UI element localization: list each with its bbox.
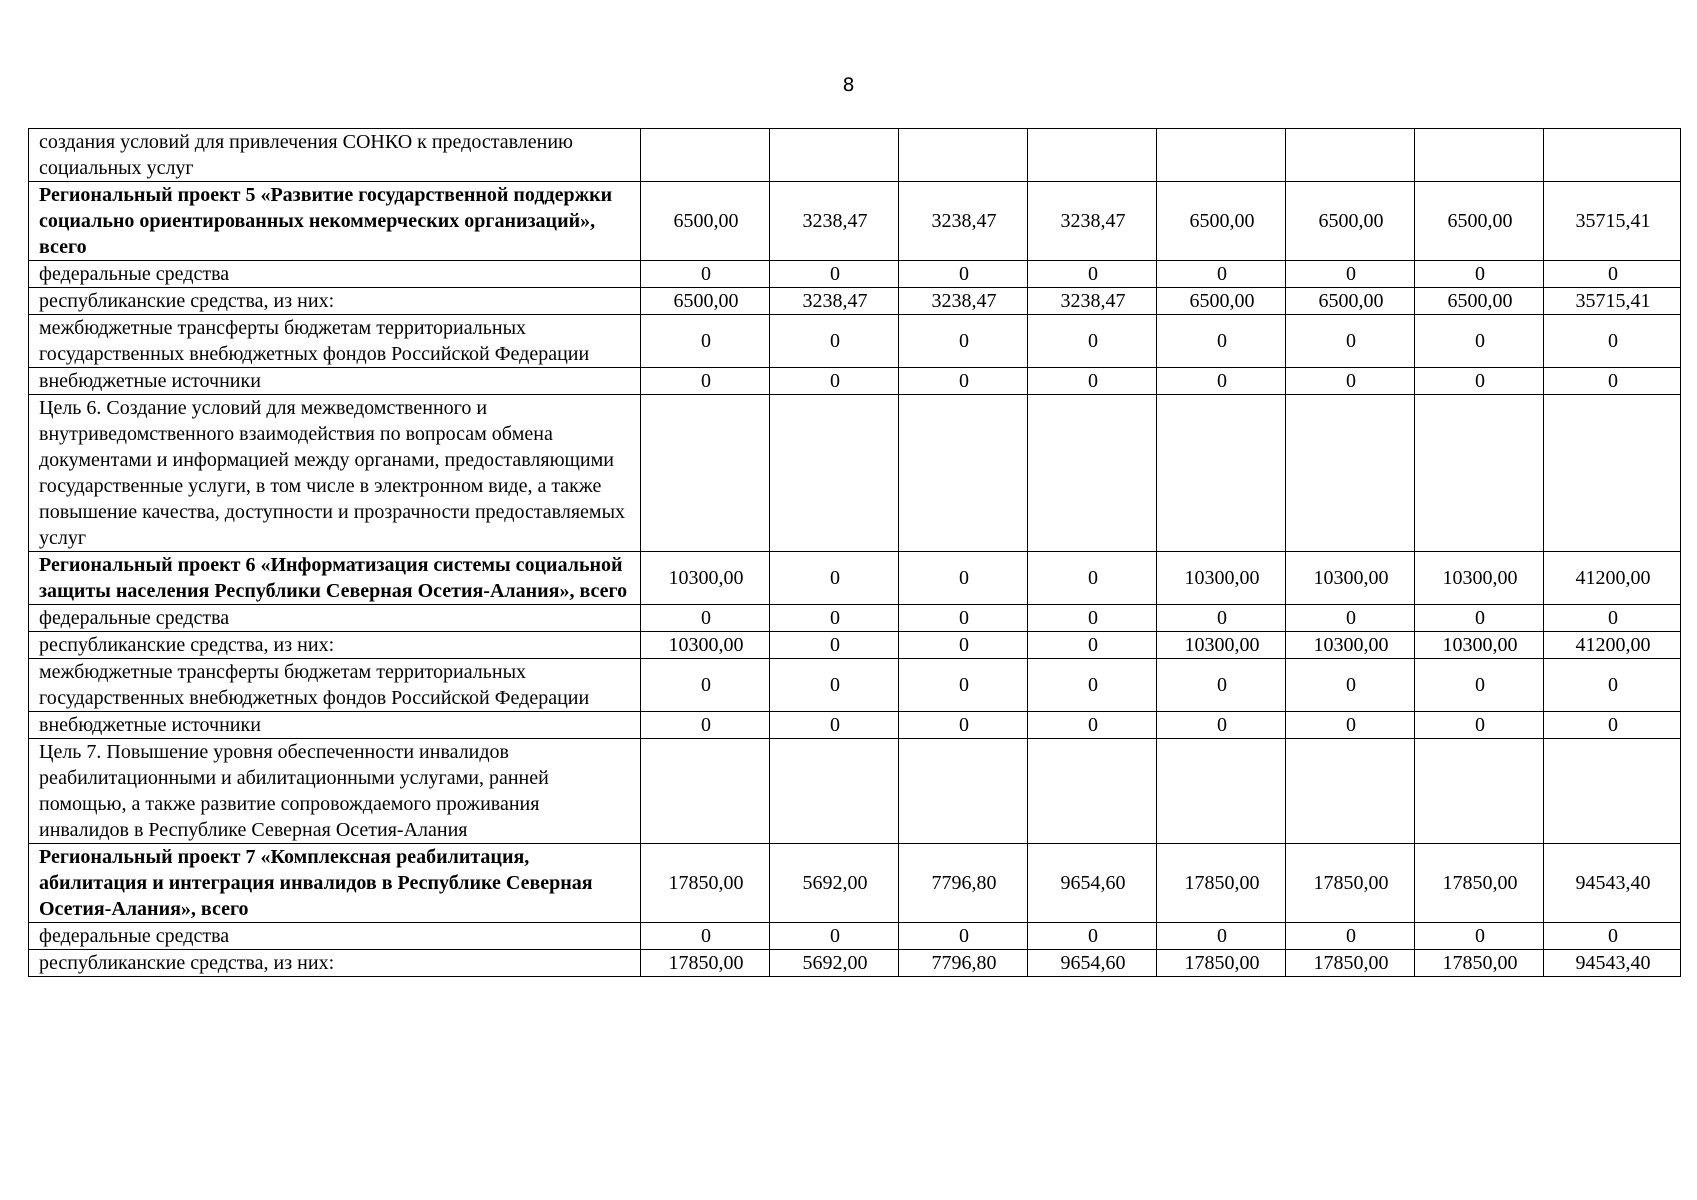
table-row [29, 632, 1681, 659]
value-cell: 0 [1544, 368, 1681, 395]
value-cell: 0 [899, 923, 1028, 950]
value-cell: 0 [641, 605, 770, 632]
value-cell: 94543,40 [1544, 844, 1681, 923]
value-cell: 0 [1028, 261, 1157, 288]
table-row [29, 552, 1681, 605]
value-cell: 0 [899, 712, 1028, 739]
value-cell [1544, 129, 1681, 182]
value-cell: 0 [1157, 923, 1286, 950]
value-cell: 0 [641, 315, 770, 368]
value-cell: 41200,00 [1544, 632, 1681, 659]
value-cell [1028, 129, 1157, 182]
value-cell: 3238,47 [899, 288, 1028, 315]
table-row [29, 844, 1681, 923]
value-cell: 0 [1415, 659, 1544, 712]
row-label: межбюджетные трансферты бюджетам территориальных государственных внебюджетных фондов Российской Федерации [29, 659, 641, 712]
value-cell: 0 [1544, 315, 1681, 368]
value-cell [1544, 739, 1681, 844]
value-cell: 0 [1286, 712, 1415, 739]
value-cell: 0 [899, 368, 1028, 395]
value-cell: 17850,00 [1157, 950, 1286, 977]
value-cell: 0 [1157, 659, 1286, 712]
value-cell: 7796,80 [899, 844, 1028, 923]
value-cell: 10300,00 [1286, 552, 1415, 605]
value-cell [1415, 395, 1544, 552]
value-cell [1286, 129, 1415, 182]
table-row [29, 659, 1681, 712]
value-cell: 0 [1415, 261, 1544, 288]
value-cell [1544, 395, 1681, 552]
value-cell: 0 [641, 712, 770, 739]
value-cell: 0 [770, 632, 899, 659]
value-cell: 3238,47 [899, 182, 1028, 261]
value-cell: 5692,00 [770, 844, 899, 923]
table-row [29, 315, 1681, 368]
row-label: республиканские средства, из них: [29, 288, 641, 315]
value-cell [641, 395, 770, 552]
value-cell: 0 [1286, 923, 1415, 950]
value-cell: 0 [1028, 315, 1157, 368]
value-cell [641, 739, 770, 844]
table-row [29, 129, 1681, 182]
value-cell [1286, 395, 1415, 552]
value-cell: 0 [641, 368, 770, 395]
value-cell [1157, 395, 1286, 552]
row-label: республиканские средства, из них: [29, 632, 641, 659]
value-cell: 0 [1286, 261, 1415, 288]
table-row [29, 368, 1681, 395]
value-cell: 0 [770, 261, 899, 288]
value-cell: 0 [1157, 712, 1286, 739]
value-cell [899, 739, 1028, 844]
value-cell: 10300,00 [641, 552, 770, 605]
value-cell: 6500,00 [1286, 182, 1415, 261]
value-cell: 3238,47 [1028, 288, 1157, 315]
value-cell [641, 129, 770, 182]
value-cell: 6500,00 [641, 288, 770, 315]
row-label: Цель 6. Создание условий для межведомственного и внутриведомственного взаимодействия по вопросам обмена документами и информацией между органами, предоставляющими государственные услуги, в том числе в электронном виде, а также повышение качества, доступности и прозрачности предоставляемых услуг [29, 395, 641, 552]
value-cell: 35715,41 [1544, 288, 1681, 315]
value-cell: 35715,41 [1544, 182, 1681, 261]
value-cell: 10300,00 [1286, 632, 1415, 659]
value-cell: 0 [770, 923, 899, 950]
value-cell: 9654,60 [1028, 844, 1157, 923]
table-row [29, 950, 1681, 977]
value-cell: 0 [770, 605, 899, 632]
row-label: Региональный проект 6 «Информатизация системы социальной защиты населения Республики Северная Осетия-Алания», всего [29, 552, 641, 605]
table-row [29, 288, 1681, 315]
value-cell [899, 395, 1028, 552]
value-cell: 6500,00 [641, 182, 770, 261]
value-cell: 0 [1544, 605, 1681, 632]
value-cell [1415, 129, 1544, 182]
value-cell: 5692,00 [770, 950, 899, 977]
value-cell: 94543,40 [1544, 950, 1681, 977]
value-cell: 17850,00 [641, 844, 770, 923]
value-cell: 9654,60 [1028, 950, 1157, 977]
value-cell: 6500,00 [1286, 288, 1415, 315]
value-cell: 0 [1028, 368, 1157, 395]
value-cell: 0 [1286, 659, 1415, 712]
value-cell: 0 [1544, 261, 1681, 288]
row-label: республиканские средства, из них: [29, 950, 641, 977]
row-label: межбюджетные трансферты бюджетам территориальных государственных внебюджетных фондов Российской Федерации [29, 315, 641, 368]
value-cell: 0 [899, 552, 1028, 605]
value-cell: 0 [1415, 368, 1544, 395]
value-cell: 0 [641, 261, 770, 288]
value-cell: 17850,00 [1286, 844, 1415, 923]
table-row [29, 923, 1681, 950]
value-cell: 17850,00 [1415, 844, 1544, 923]
value-cell: 0 [899, 605, 1028, 632]
value-cell: 0 [1415, 923, 1544, 950]
row-label: федеральные средства [29, 261, 641, 288]
row-label: внебюджетные источники [29, 712, 641, 739]
value-cell: 17850,00 [1415, 950, 1544, 977]
value-cell: 0 [1544, 712, 1681, 739]
value-cell: 17850,00 [641, 950, 770, 977]
value-cell: 3238,47 [770, 182, 899, 261]
value-cell: 10300,00 [1157, 552, 1286, 605]
table-row [29, 395, 1681, 552]
page-number: 8 [842, 74, 855, 96]
value-cell [1415, 739, 1544, 844]
value-cell: 0 [899, 261, 1028, 288]
value-cell: 0 [1028, 605, 1157, 632]
value-cell: 0 [1157, 605, 1286, 632]
value-cell: 0 [899, 632, 1028, 659]
value-cell: 6500,00 [1415, 288, 1544, 315]
table-row [29, 739, 1681, 844]
value-cell: 0 [1157, 368, 1286, 395]
value-cell [770, 739, 899, 844]
value-cell [1157, 129, 1286, 182]
value-cell: 0 [641, 923, 770, 950]
value-cell: 0 [770, 712, 899, 739]
budget-table [28, 128, 1681, 977]
value-cell: 0 [1028, 632, 1157, 659]
value-cell: 0 [1415, 315, 1544, 368]
value-cell [1028, 395, 1157, 552]
value-cell: 0 [770, 315, 899, 368]
value-cell: 41200,00 [1544, 552, 1681, 605]
value-cell [1286, 739, 1415, 844]
table-row [29, 261, 1681, 288]
value-cell: 0 [770, 552, 899, 605]
value-cell [770, 395, 899, 552]
value-cell: 0 [1544, 659, 1681, 712]
value-cell [1028, 739, 1157, 844]
value-cell: 0 [1415, 712, 1544, 739]
value-cell: 0 [770, 659, 899, 712]
value-cell: 0 [641, 659, 770, 712]
value-cell: 17850,00 [1157, 844, 1286, 923]
row-label: создания условий для привлечения СОНКО к предоставлению социальных услуг [29, 129, 641, 182]
table-row [29, 605, 1681, 632]
value-cell: 10300,00 [641, 632, 770, 659]
value-cell: 7796,80 [899, 950, 1028, 977]
value-cell: 0 [1286, 605, 1415, 632]
value-cell: 6500,00 [1157, 182, 1286, 261]
value-cell: 0 [1544, 923, 1681, 950]
value-cell: 17850,00 [1286, 950, 1415, 977]
value-cell: 0 [899, 659, 1028, 712]
value-cell: 10300,00 [1415, 552, 1544, 605]
table-row [29, 712, 1681, 739]
value-cell: 6500,00 [1157, 288, 1286, 315]
row-label: федеральные средства [29, 605, 641, 632]
table-row [29, 182, 1681, 261]
value-cell [1157, 739, 1286, 844]
value-cell: 0 [1028, 552, 1157, 605]
value-cell [770, 129, 899, 182]
value-cell: 0 [1028, 923, 1157, 950]
value-cell [899, 129, 1028, 182]
value-cell: 0 [1286, 368, 1415, 395]
row-label: Цель 7. Повышение уровня обеспеченности инвалидов реабилитационными и абилитационными услугами, ранней помощью, а также развитие сопровождаемого проживания инвалидов в Республике Северная Осетия-Алания [29, 739, 641, 844]
row-label: Региональный проект 7 «Комплексная реабилитация, абилитация и интеграция инвалидов в Республике Северная Осетия-Алания», всего [29, 844, 641, 923]
row-label: внебюджетные источники [29, 368, 641, 395]
value-cell: 6500,00 [1415, 182, 1544, 261]
row-label: федеральные средства [29, 923, 641, 950]
value-cell: 0 [899, 315, 1028, 368]
value-cell: 0 [1028, 712, 1157, 739]
value-cell: 0 [1157, 315, 1286, 368]
table-body [29, 129, 1681, 977]
value-cell: 3238,47 [770, 288, 899, 315]
value-cell: 3238,47 [1028, 182, 1157, 261]
value-cell: 0 [1286, 315, 1415, 368]
row-label: Региональный проект 5 «Развитие государственной поддержки социально ориентированных некоммерческих организаций», всего [29, 182, 641, 261]
value-cell: 10300,00 [1415, 632, 1544, 659]
value-cell: 0 [770, 368, 899, 395]
value-cell: 10300,00 [1157, 632, 1286, 659]
value-cell: 0 [1415, 605, 1544, 632]
value-cell: 0 [1157, 261, 1286, 288]
value-cell: 0 [1028, 659, 1157, 712]
